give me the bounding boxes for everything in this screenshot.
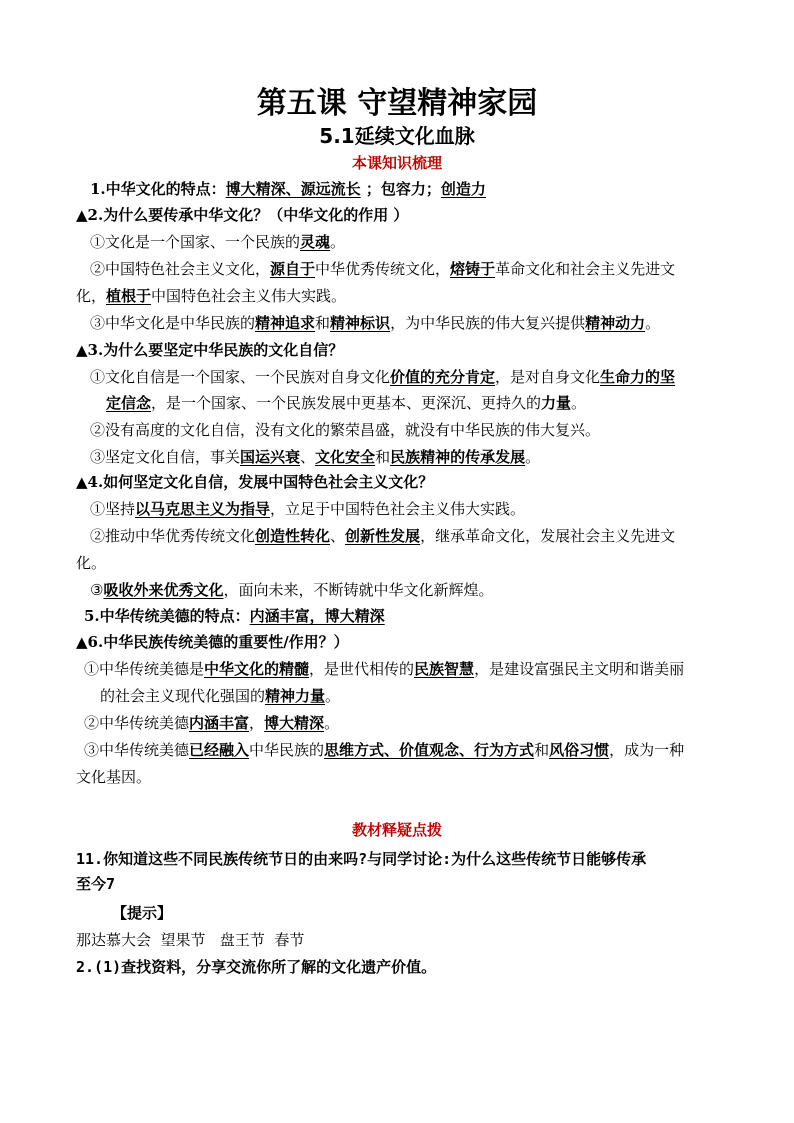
point-6-3: ③中华传统美德已经融入中华民族的思维方式、价值观念、行为方式和风俗习惯，成为一种 <box>84 741 685 759</box>
point-6-1-cont: 的社会主义现代化强国的精神力量。 <box>100 687 341 705</box>
point-6-3-cont: 文化基因。 <box>76 768 152 786</box>
festival-list: 那达慕大会 望果节 盘王节 春节 <box>76 931 305 949</box>
point-4-heading: ▲4.如何坚定文化自信，发展中国特色社会主义文化？ <box>76 473 434 491</box>
question-1: 11.你知道这些不同民族传统节日的由来吗?与同学讨论:为什么这些传统节日能够传承 <box>76 850 647 868</box>
point-5: 5.中华传统美德的特点：内涵丰富，博大精深 <box>84 607 385 625</box>
point-4-3: ③吸收外来优秀文化，面向未来，不断铸就中华文化新辉煌。 <box>90 581 494 599</box>
point-6-heading: ▲6.中华民族传统美德的重要性/作用？） <box>76 633 349 651</box>
point-2-2: ②中国特色社会主义文化，源自于中华优秀传统文化，熔铸于革命文化和社会主义先进文 <box>90 260 676 278</box>
point-6-1: ①中华传统美德是中华文化的精髓，是世代相传的民族智慧，是建设富强民主文明和谐美丽 <box>84 660 685 678</box>
point-2-1: ①文化是一个国家、一个民族的灵魂。 <box>90 233 346 251</box>
question-1-cont: 至今7 <box>76 875 116 893</box>
point-1: 1.中华文化的特点：博大精深、源远流长 ；包容力；创造力 <box>90 180 486 198</box>
point-3-heading: ▲3.为什么要坚定中华民族的文化自信？ <box>76 341 344 359</box>
point-3-2: ②没有高度的文化自信，没有文化的繁荣昌盛，就没有中华民族的伟大复兴。 <box>90 421 601 439</box>
point-4-2: ②推动中华优秀传统文化创造性转化、创新性发展，继承革命文化，发展社会主义先进文 <box>90 527 676 545</box>
knowledge-summary-heading: 本课知识梳理 <box>351 154 442 172</box>
point-6-2: ②中华传统美德内涵丰富，博大精深。 <box>84 714 340 732</box>
point-3-3: ③坚定文化自信，事关国运兴衰、文化安全和民族精神的传承发展。 <box>90 448 541 466</box>
section-subtitle: 5.1延续文化血脉 <box>319 124 475 148</box>
point-2-2-cont: 化，植根于中国特色社会主义伟大实践。 <box>76 287 347 305</box>
textbook-qa-heading: 教材释疑点拨 <box>351 821 442 839</box>
point-3-1: ①文化自信是一个国家、一个民族对自身文化价值的充分肯定，是对自身文化生命力的坚 <box>90 368 676 386</box>
point-4-1: ①坚持以马克思主义为指导，立足于中国特色社会主义伟大实践。 <box>90 500 526 518</box>
hint-label: 【提示】 <box>112 904 173 922</box>
lesson-title: 第五课 守望精神家园 <box>256 86 538 121</box>
point-2-heading: ▲2.为什么要传承中华文化？（中华文化的作用 ） <box>76 206 409 224</box>
point-3-1-cont: 定信念，是一个国家、一个民族发展中更基本、更深沉、更持久的力量。 <box>106 394 587 412</box>
point-2-3: ③中华文化是中华民族的精神追求和精神标识，为中华民族的伟大复兴提供精神动力。 <box>90 314 661 332</box>
point-4-2-cont: 化。 <box>76 554 107 572</box>
question-2: 2.(1)查找资料，分享交流你所了解的文化遗产价值。 <box>76 958 437 976</box>
